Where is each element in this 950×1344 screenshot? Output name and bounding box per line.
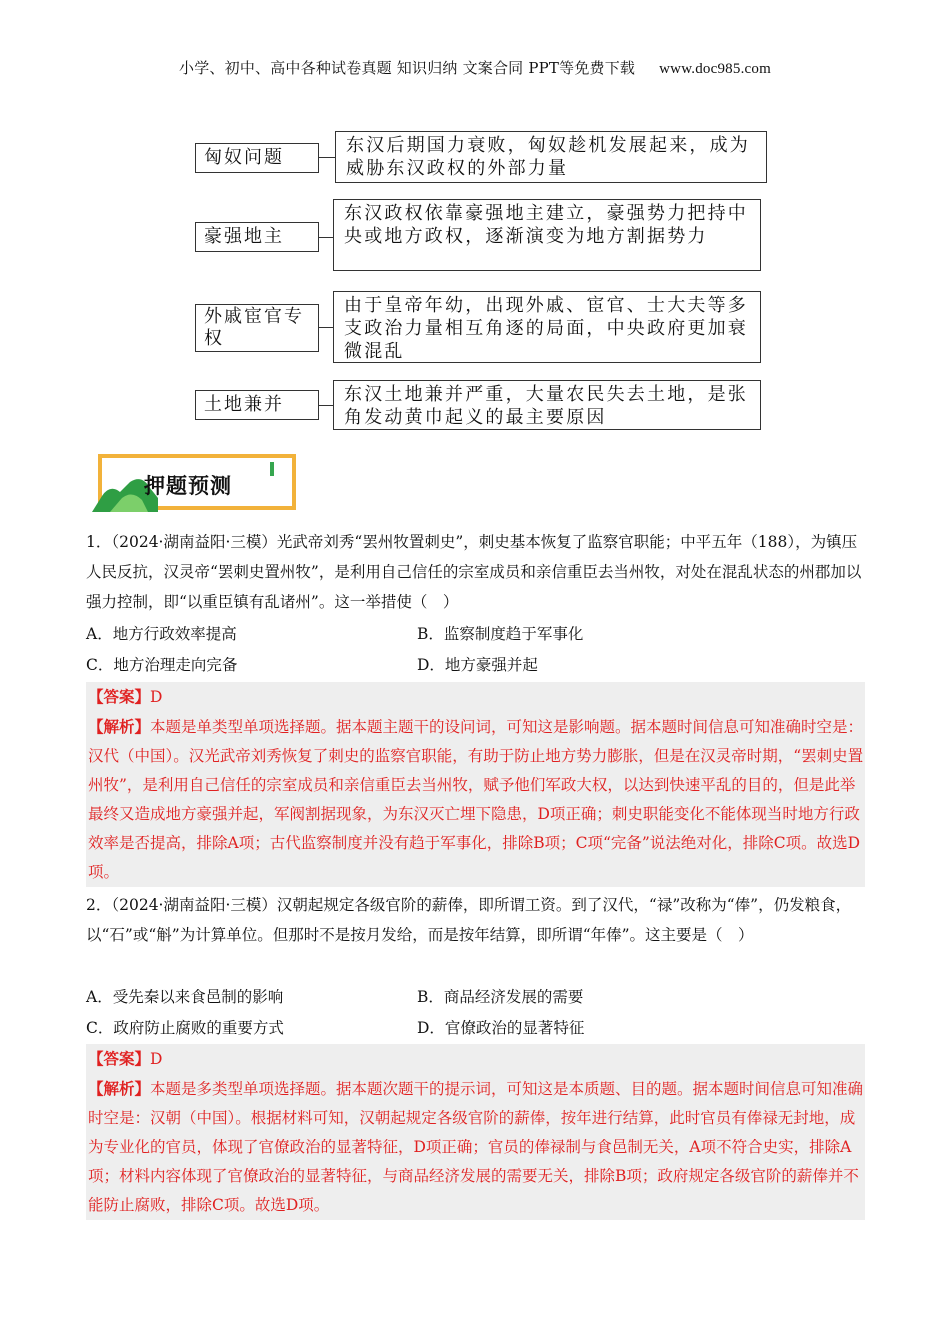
question-2-answer-block bbox=[86, 1044, 865, 1220]
option-d: D．地方豪强并起 bbox=[417, 656, 538, 674]
option-a: A．地方行政效率提高 bbox=[86, 625, 237, 643]
diagram-desc: 东汉政权依靠豪强地主建立，豪强势力把持中央或地方政权，逐渐演变为地方割据势力 bbox=[333, 199, 761, 271]
option-c: C．政府防止腐败的重要方式 bbox=[86, 1019, 284, 1037]
header-text: 小学、初中、高中各种试卷真题 知识归纳 文案合同 PPT等免费下载 bbox=[179, 59, 636, 77]
diagram-desc: 由于皇帝年幼，出现外戚、宦官、士大夫等多支政治力量相互角逐的局面，中央政府更加衰微混乱 bbox=[333, 291, 761, 363]
analysis-text: 本题是多类型单项选择题。据本题次题干的提示词，可知这是本质题、目的题。据本题时间信息可知准确时空是：汉朝（中国）。根据材料可知，汉朝起规定各级官阶的薪俸，按年进行结算，此时官员有俸禄无封地，成为专业化的官员，体现了官僚政治的显著特征，D项正确；官员的俸禄制与食邑制无关，A项不符合史实，排除A项；材料内容体现了官僚政治的显著特征，与商品经济发展的需要无关，排除B项；政府规定各级官阶的薪俸并不能防止腐败，排除C项。故选D项。 bbox=[88, 1080, 864, 1214]
question-1-stem: 1．（2024·湖南益阳·三模）光武帝刘秀“罢州牧置刺史”，刺史基本恢复了监察官职能；中平五年（188），为镇压人民反抗，汉灵帝“罢刺史置州牧”，是利用自己信任的宗室成员和亲信重臣去当州牧，对处在混乱状态的州郡加以强力控制，即“以重臣镇有乱诸州”。这一举措使（ ） bbox=[86, 533, 862, 611]
answer-line bbox=[88, 682, 865, 712]
diagram-label: 匈奴问题 bbox=[195, 143, 319, 173]
question-2-options-row-1 bbox=[86, 982, 866, 1012]
section-banner bbox=[92, 452, 296, 512]
diagram-desc: 东汉土地兼并严重，大量农民失去土地，是张角发动黄巾起义的最主要原因 bbox=[333, 380, 761, 430]
diagram-label: 土地兼并 bbox=[195, 390, 319, 420]
diagram-label: 豪强地主 bbox=[195, 222, 319, 252]
diagram-desc: 东汉后期国力衰败，匈奴趁机发展起来，成为威胁东汉政权的外部力量 bbox=[335, 131, 767, 183]
question-1-options-row-1 bbox=[86, 619, 866, 649]
answer-value: D bbox=[150, 1050, 163, 1068]
option-c: C．地方治理走向完备 bbox=[86, 656, 238, 674]
answer-line bbox=[88, 1044, 865, 1074]
analysis-line bbox=[88, 712, 865, 887]
answer-value: D bbox=[150, 688, 163, 706]
banner-title: 押题预测 bbox=[144, 474, 232, 498]
diagram-connector bbox=[319, 157, 335, 158]
page-header bbox=[0, 57, 950, 78]
header-site[interactable]: www.doc985.com bbox=[659, 61, 771, 77]
question-2-options-row-2 bbox=[86, 1013, 866, 1043]
option-b: B．商品经济发展的需要 bbox=[417, 988, 584, 1006]
option-b: B．监察制度趋于军事化 bbox=[417, 625, 584, 643]
diagram-connector bbox=[319, 237, 333, 238]
diagram-label: 外戚宦官专权 bbox=[195, 304, 319, 352]
diagram-connector bbox=[319, 405, 333, 406]
diagram-connector bbox=[319, 327, 333, 328]
option-d: D．官僚政治的显著特征 bbox=[417, 1019, 585, 1037]
question-2-stem: 2．（2024·湖南益阳·三模）汉朝起规定各级官阶的薪俸，即所谓工资。到了汉代，“禄”改称为“俸”，仍发粮食，以“石”或“斛”为计算单位。但那时不是按月发给，而是按年结算，即所谓“年俸”。这主要是（ ） bbox=[86, 896, 852, 944]
analysis-tag: 【解析】 bbox=[88, 1079, 151, 1098]
option-a: A．受先秦以来食邑制的影响 bbox=[86, 988, 284, 1006]
question-1-options-row-2 bbox=[86, 650, 866, 680]
question-1-answer-block bbox=[86, 682, 865, 887]
answer-tag: 【答案】 bbox=[88, 1049, 151, 1068]
analysis-text: 本题是单类型单项选择题。据本题主题干的设问词，可知这是影响题。据本题时间信息可知准确时空是：汉代（中国）。汉光武帝刘秀恢复了刺史的监察官职能，有助于防止地方势力膨胀，但是在汉灵帝时期，“罢刺史置州牧”，是利用自己信任的宗室成员和亲信重臣去当州牧，赋予他们军政大权，以达到快速平乱的目的，但是此举最终又造成地方豪强并起，军阀割据现象，为东汉灭亡埋下隐患，D项正确；刺史职能变化不能体现当时地方行政效率是否提高，排除A项；古代监察制度并没有趋于军事化，排除B项；C项“完备”说法绝对化，排除C项。故选D项。 bbox=[88, 718, 864, 881]
analysis-line bbox=[88, 1074, 865, 1220]
answer-tag: 【答案】 bbox=[88, 687, 151, 706]
analysis-tag: 【解析】 bbox=[88, 717, 151, 736]
